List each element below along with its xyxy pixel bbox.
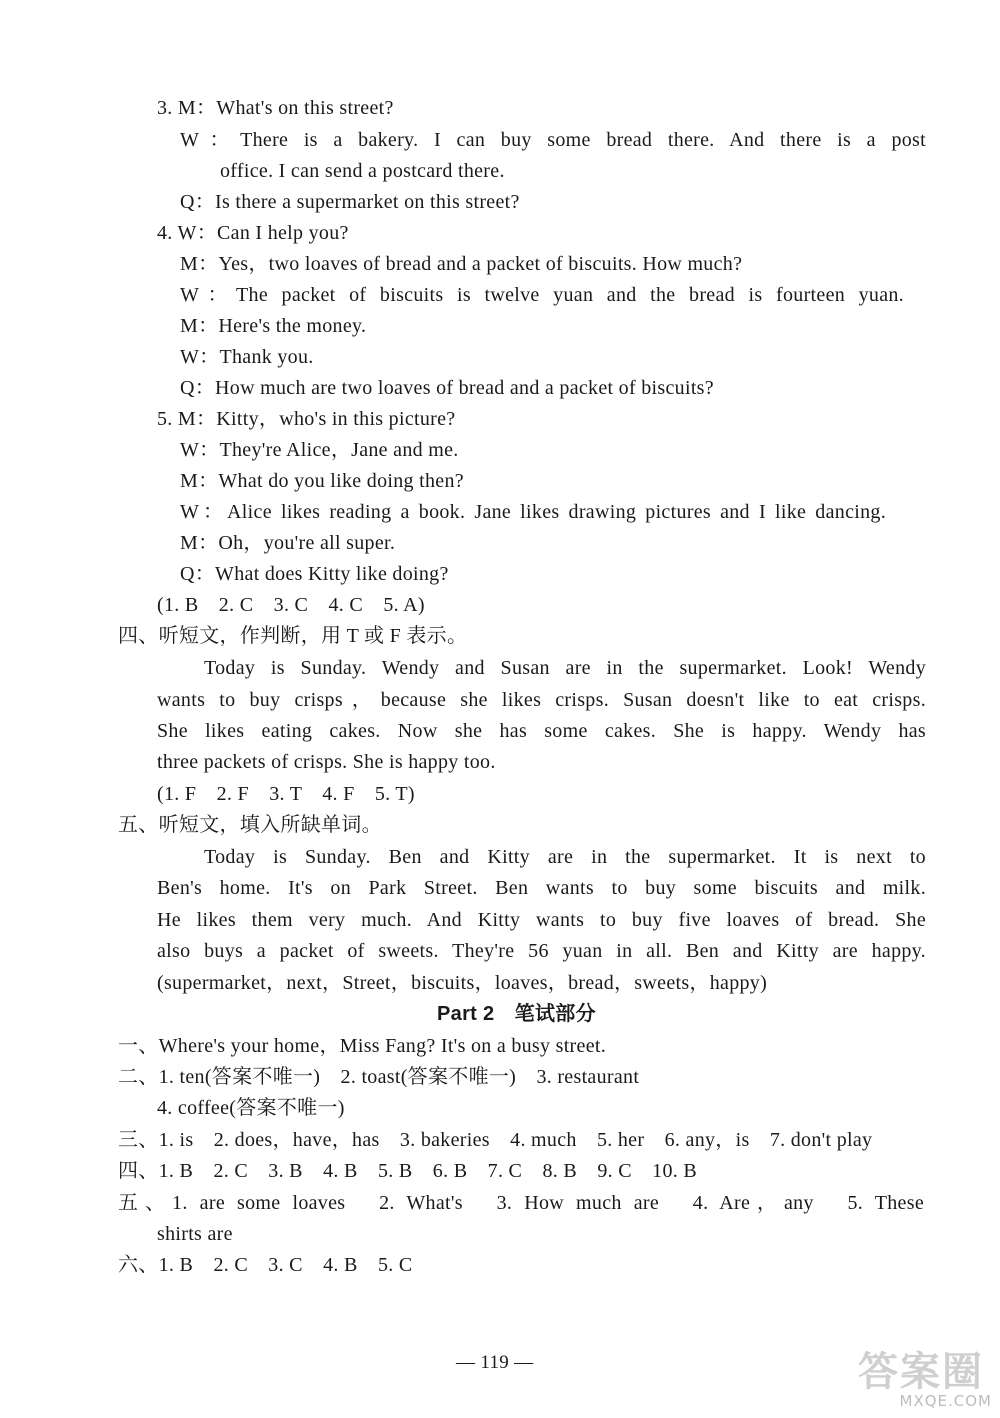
q5-line5: M：Oh，you're all super. <box>180 532 396 554</box>
part2-section3: 三、1. is 2. does，have，has 3. bakeries 4. much 5. her 6. any，is 7. don't play <box>118 1129 873 1151</box>
section5-answers: (supermarket，next，Street，biscuits，loaves，bread，sweets，happy) <box>157 972 768 994</box>
q5-line6: Q：What does Kitty like doing? <box>180 563 449 585</box>
watermark-logo <box>854 1340 994 1410</box>
q3-line3: office. I can send a postcard there. <box>220 160 505 182</box>
part2-section2-line2: 4. coffee(答案不唯一) <box>157 1097 345 1119</box>
section5-line3: He likes them very much. And Kitty wants to buy five loaves of bread. She <box>157 909 926 931</box>
q5-line3: M：What do you like doing then? <box>180 470 464 492</box>
q4-line3: W：The packet of biscuits is twelve yuan and the bread is fourteen yuan. <box>180 284 904 306</box>
watermark-url: MXQE.COM <box>899 1392 992 1410</box>
q5-line2: W：They're Alice，Jane and me. <box>180 439 459 461</box>
section4-line2: wants to buy crisps，because she likes crisps. Susan doesn't like to eat crisps. <box>157 689 926 711</box>
section4-line1: Today is Sunday. Wendy and Susan are in the supermarket. Look! Wendy <box>204 657 926 679</box>
section4-line3: She likes eating cakes. Now she has some cakes. She is happy. Wendy has <box>157 720 926 742</box>
section3-answers: (1. B 2. C 3. C 4. C 5. A) <box>157 594 425 616</box>
section4-line4: three packets of crisps. She is happy too. <box>157 751 496 773</box>
part2-section2-line1: 二、1. ten(答案不唯一) 2. toast(答案不唯一) 3. restaurant <box>118 1066 640 1088</box>
section4-title: 四、听短文，作判断，用 T 或 F 表示。 <box>118 625 468 647</box>
section5-title: 五、听短文，填入所缺单词。 <box>118 814 382 836</box>
watermark-text: 答案圈 <box>858 1349 984 1395</box>
q4-line2: M：Yes，two loaves of bread and a packet of biscuits. How much? <box>180 253 743 275</box>
part2-section4: 四、1. B 2. C 3. B 4. B 5. B 6. B 7. C 8. B 9. C 10. B <box>118 1160 697 1182</box>
section5-line1: Today is Sunday. Ben and Kitty are in the supermarket. It is next to <box>204 846 926 868</box>
q5-line4: W：Alice likes reading a book. Jane likes drawing pictures and I like dancing. <box>180 501 886 523</box>
part2-heading: Part 2 笔试部分 <box>437 1003 596 1025</box>
part2-section6: 六、1. B 2. C 3. C 4. B 5. C <box>118 1254 413 1276</box>
q4-line1: 4. W：Can I help you? <box>157 222 349 244</box>
q3-line2: W：There is a bakery. I can buy some bread there. And there is a post <box>180 129 926 151</box>
q5-line1: 5. M：Kitty，who's in this picture? <box>157 408 456 430</box>
page-number: — 119 — <box>456 1352 534 1373</box>
section5-line4: also buys a packet of sweets. They're 56 yuan in all. Ben and Kitty are happy. <box>157 940 926 962</box>
q4-line5: W：Thank you. <box>180 346 314 368</box>
part2-section1: 一、Where's your home，Miss Fang? It's on a busy street. <box>118 1035 607 1057</box>
q4-line6: Q：How much are two loaves of bread and a packet of biscuits? <box>180 377 714 399</box>
q4-line4: M：Here's the money. <box>180 315 367 337</box>
section5-line2: Ben's home. It's on Park Street. Ben wants to buy some biscuits and milk. <box>157 877 926 899</box>
q3-line4: Q：Is there a supermarket on this street? <box>180 191 520 213</box>
section4-answers: (1. F 2. F 3. T 4. F 5. T) <box>157 783 415 805</box>
part2-section5-line1: 五、1. are some loaves 2. What's 3. How much are 4. Are，any 5. These <box>118 1192 924 1214</box>
part2-section5-line2: shirts are <box>157 1223 233 1245</box>
q3-line1: 3. M：What's on this street? <box>157 97 394 119</box>
